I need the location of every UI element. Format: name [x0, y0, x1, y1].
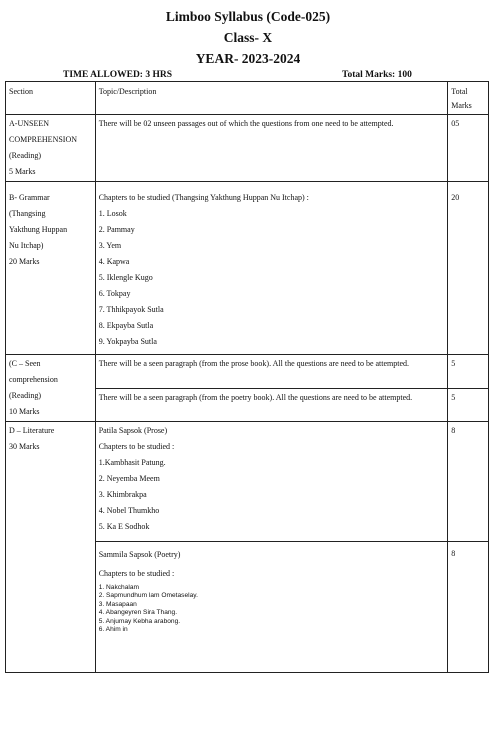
list-item: 5. Anjumay Kebha arabong.: [98, 617, 181, 625]
time-allowed: TIME ALLOWED: 3 HRS: [63, 70, 173, 80]
section-c-poetry-description: There will be a seen paragraph (from the poetry book). All the questions are need to be attempted.: [95, 388, 448, 422]
syllabus-table: [5, 81, 489, 673]
section-d-poetry-description: [95, 542, 448, 673]
section-d-poetry-marks: 8: [448, 542, 489, 673]
section-b-intro: Chapters to be studied (Thangsing Yakthung Huppan Nu Itchap) :: [98, 193, 309, 202]
section-d-poetry-title: Sammila Sapsok (Poetry): [98, 550, 181, 559]
list-item: 3. Khimbrakpa: [98, 490, 147, 499]
section-a-description: There will be 02 unseen passages out of which the questions from one need to be attempted.: [95, 115, 448, 182]
table-row-section-c-prose: [6, 355, 489, 389]
section-d-poetry-intro: Chapters to be studied :: [98, 569, 175, 578]
section-c-prose-description: There will be a seen paragraph (from the prose book). All the questions are need to be attempted.: [95, 355, 448, 389]
list-item: 7. Thhikpayok Sutla: [98, 305, 164, 314]
list-item: 2. Pammay: [98, 225, 135, 234]
year-label: YEAR- 2023-2024: [195, 51, 301, 66]
list-item: 4. Kapwa: [98, 257, 130, 266]
list-item: 4. Abangeyren Sira Thang.: [98, 609, 178, 617]
section-a-marks: 05: [448, 115, 489, 182]
list-item: 2. Neyemba Meem: [98, 474, 160, 483]
section-d-prose-title: Patila Sapsok (Prose): [98, 426, 168, 435]
section-d-prose-description: [95, 422, 448, 542]
list-item: 1.Kambhasit Patung.: [98, 458, 166, 467]
total-marks: Total Marks: 100: [342, 70, 412, 80]
list-item: 6. Tokpay: [98, 289, 131, 298]
section-c-poetry-marks: 5: [448, 388, 489, 422]
list-item: 3. Masapaan: [98, 600, 137, 608]
section-b-description: [95, 182, 448, 355]
table-row-section-b: [6, 182, 489, 355]
section-d-prose-intro: Chapters to be studied :: [98, 442, 175, 451]
list-item: 4. Nobel Thumkho: [98, 506, 160, 515]
header-section: Section: [6, 82, 96, 115]
class-label: Class- X: [223, 30, 273, 45]
section-c-label: (C – Seen comprehension (Reading) 10 Marks: [6, 355, 96, 422]
list-item: 9. Yokpayba Sutla: [98, 337, 157, 346]
list-item: 1. Losok: [98, 209, 127, 218]
list-item: 5. Ka E Sodhok: [98, 522, 150, 531]
section-d-label: D – Literature 30 Marks: [6, 422, 96, 673]
table-row-section-d-prose: [6, 422, 489, 542]
section-b-marks: 20: [448, 182, 489, 355]
section-d-prose-marks: 8: [448, 422, 489, 542]
list-item: 2. Sapmundhum lam Ometaselay.: [98, 592, 198, 600]
document-header: [0, 6, 496, 69]
table-row-section-a: [6, 115, 489, 182]
section-a-label: A-UNSEEN COMPREHENSION (Reading) 5 Marks: [6, 115, 96, 182]
list-item: 8. Ekpayba Sutla: [98, 321, 154, 330]
list-item: 3. Yem: [98, 241, 122, 250]
list-item: 5. Iklengle Kugo: [98, 273, 153, 282]
table-header-row: [6, 82, 489, 115]
section-b-label: B- Grammar (Thangsing Yakthung Huppan Nu Itchap) 20 Marks: [6, 182, 96, 355]
syllabus-title: Limboo Syllabus (Code-025): [165, 9, 331, 24]
list-item: 1. Nakchalam: [98, 584, 140, 591]
header-topic: Topic/Description: [95, 82, 448, 115]
list-item: 6. Ahim in: [98, 626, 128, 634]
section-c-prose-marks: 5: [448, 355, 489, 389]
header-marks: Total Marks: [448, 82, 489, 115]
